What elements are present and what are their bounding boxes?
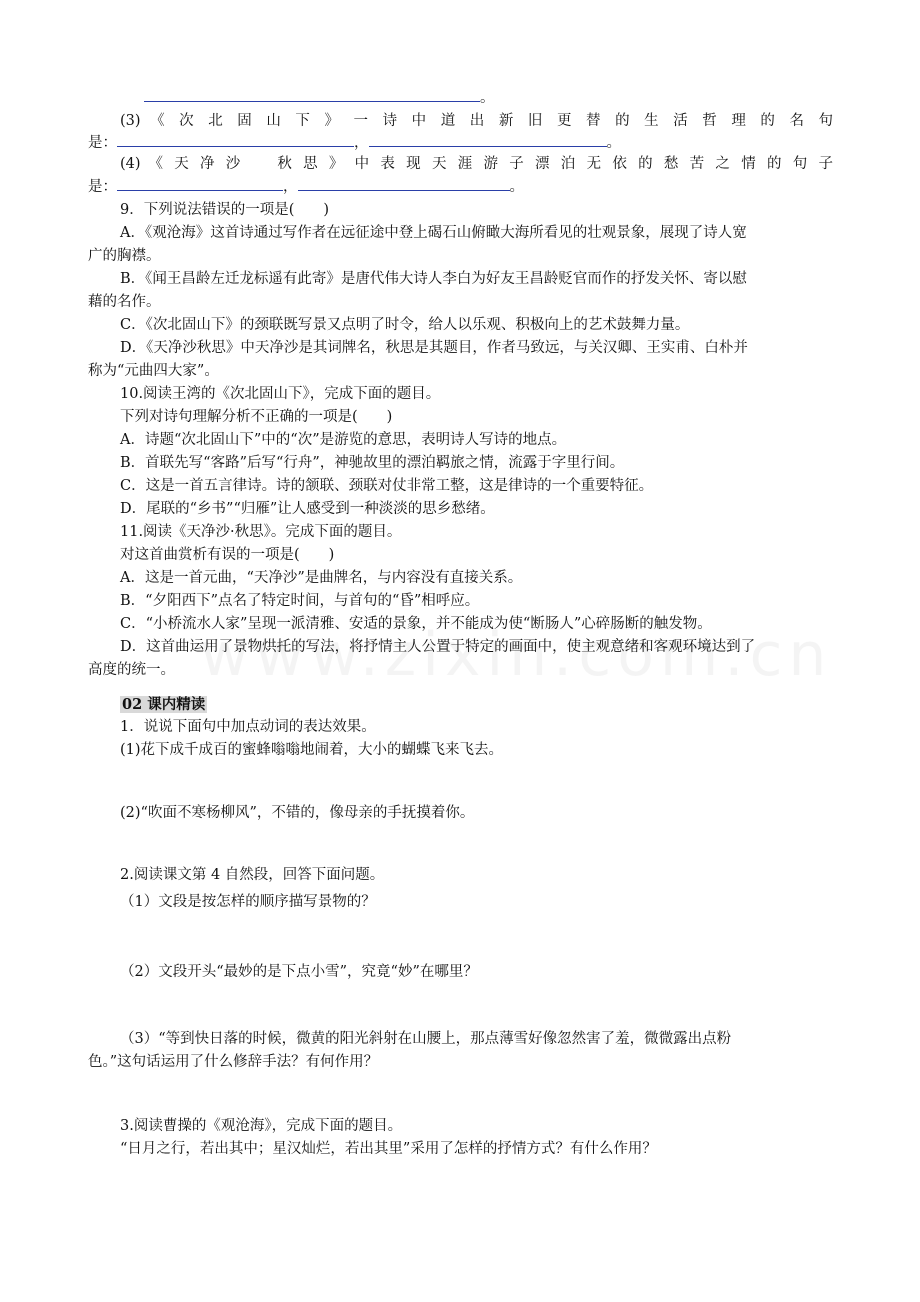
q11-option-c: C．“小桥流水人家”呈现一派清雅、安适的景象，并不能成为使“断肠人”心碎肠断的触发物。 — [120, 616, 712, 632]
answer-blank[interactable] — [117, 131, 354, 147]
q11-option-d-cont: 高度的统一。 — [88, 662, 175, 678]
q10-option-a: A．诗题“次北固山下”中的“次”是游览的意思，表明诗人写诗的地点。 — [120, 432, 567, 448]
q10-option-c: C．这是一首五言律诗。诗的颔联、颈联对仗非常工整，这是律诗的一个重要特征。 — [120, 478, 654, 494]
answer-blank[interactable] — [144, 86, 480, 102]
q3-label: (3) 《 次 北 固 山 下 》 一 诗 中 道 出 新 旧 更 替 的 生 活 哲 理 的 名 句 — [120, 113, 833, 129]
q4-prefix: 是： — [88, 179, 117, 195]
s2-q1-part1: (1)花下成千成百的蜜蜂嗡嗡地闹着，大小的蝴蝶飞来飞去。 — [120, 742, 504, 758]
q9-option-a-cont: 广的胸襟。 — [88, 248, 161, 264]
q11-option-d: D．这首曲运用了景物烘托的写法，将抒情主人公置于特定的画面中，使主观意绪和客观环境达到了 — [120, 639, 756, 655]
q9-option-d: D．《天净沙秋思》中天净沙是其词牌名，秋思是其题目，作者马致远，与关汉卿、王实甫、白朴并 — [120, 340, 748, 356]
q9-option-d-cont: 称为“元曲四大家”。 — [88, 363, 219, 379]
q11-option-a: A．这是一首元曲，“天净沙”是曲牌名，与内容没有直接关系。 — [120, 570, 523, 586]
punct: 。 — [606, 135, 621, 151]
section-title: 02 课内精读 — [122, 696, 206, 713]
q10-option-d: D．尾联的“乡书”“归雁”让人感受到一种淡淡的思乡愁绪。 — [120, 501, 495, 517]
q11-sub: 对这首曲赏析有误的一项是( ) — [120, 547, 335, 563]
s2-q2-stem: 2.阅读课文第 4 自然段，回答下面问题。 — [120, 867, 385, 883]
q3-prefix: 是： — [88, 135, 117, 151]
s2-q2-part2: （2）文段开头“最妙的是下点小雪”，究竟“妙”在哪里？ — [120, 964, 478, 980]
q3-answer-line — [88, 131, 833, 154]
q9-option-a: A．《观沧海》这首诗通过写作者在远征途中登上碣石山俯瞰大海所看见的壮观景象，展现了诗人宽 — [120, 225, 747, 241]
q9-stem: 9．下列说法错误的一项是( ) — [120, 202, 330, 218]
q9-option-c: C．《次北固山下》的颈联既写景又点明了时令，给人以乐观、积极向上的艺术鼓舞力量。 — [120, 317, 690, 333]
punct: ， — [283, 179, 298, 195]
q10-sub: 下列对诗句理解分析不正确的一项是( ) — [120, 409, 393, 425]
s2-q2-part1: （1）文段是按怎样的顺序描写景物的？ — [120, 894, 376, 910]
s2-q3-question: “日月之行，若出其中；星汉灿烂，若出其里”采用了怎样的抒情方式？有什么作用？ — [120, 1141, 657, 1157]
q11-option-b: B．“夕阳西下”点名了特定时间，与首句的“昏”相呼应。 — [120, 593, 480, 609]
s2-q2-part3: （3）“等到快日落的时候，微黄的阳光斜射在山腰上，那点薄雪好像忽然害了羞，微微露出点粉 — [120, 1031, 732, 1047]
q9-option-b: B．《闻王昌龄左迁龙标遥有此寄》是唐代伟大诗人李白为好友王昌龄贬官而作的抒发关怀、寄以慰 — [120, 271, 747, 287]
punct: 。 — [509, 179, 524, 195]
q10-option-b: B．首联先写“客路”后写“行舟”，神驰故里的漂泊羁旅之情，流露于字里行间。 — [120, 455, 625, 471]
s2-q1-part2: (2)“吹面不寒杨柳风”，不错的，像母亲的手抚摸着你。 — [120, 805, 475, 821]
answer-blank[interactable] — [298, 175, 510, 191]
s2-q1-stem: 1．说说下面句中加点动词的表达效果。 — [120, 719, 376, 735]
s2-q2-part3-cont: 色。”这句话运用了什么修辞手法？有何作用？ — [88, 1054, 379, 1070]
punct: 。 — [480, 90, 495, 106]
answer-blank[interactable] — [117, 175, 283, 191]
q11-stem: 11.阅读《天净沙·秋思》。完成下面的题目。 — [120, 524, 402, 540]
q4-label: (4) 《 天 净 沙 秋 思 》 中 表 现 天 涯 游 子 漂 泊 无 依 的 愁 苦 之 情 的 句 子 — [120, 156, 833, 172]
answer-blank[interactable] — [369, 131, 607, 147]
q9-option-b-cont: 藉的名作。 — [88, 294, 161, 310]
fill-line-1 — [120, 86, 833, 109]
s2-q3-stem: 3.阅读曹操的《观沧海》，完成下面的题目。 — [120, 1118, 403, 1134]
q10-stem: 10.阅读王湾的《次北固山下》，完成下面的题目。 — [120, 386, 441, 402]
punct: ， — [354, 135, 369, 151]
section-title-line — [120, 694, 833, 716]
q4-answer-line — [88, 175, 833, 198]
